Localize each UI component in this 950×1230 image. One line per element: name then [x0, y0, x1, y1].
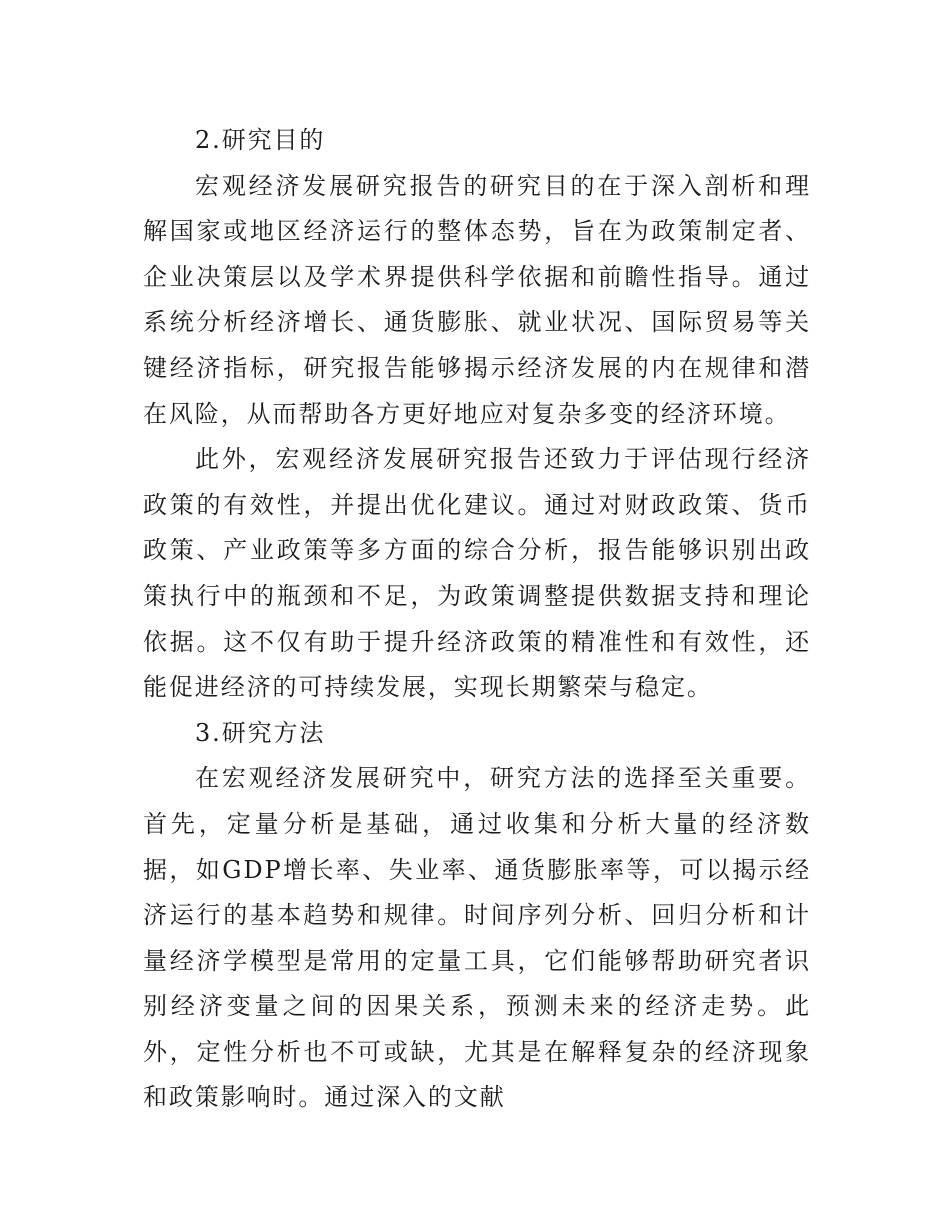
- section-research-methods: [143, 711, 811, 1121]
- body-paragraph: 在宏观经济发展研究中，研究方法的选择至关重要。首先，定量分析是基础，通过收集和分析大量的经济数据，如GDP增长率、失业率、通货膨胀率等，可以揭示经济运行的基本趋势和规律。时间序列分析、回归分析和计量经济学模型是常用的定量工具，它们能够帮助研究者识别经济变量之间的因果关系，预测未来的经济走势。此外，定性分析也不可或缺，尤其是在解释复杂的经济现象和政策影响时。通过深入的文献: [143, 764, 811, 1112]
- section-heading: 2.研究目的: [195, 126, 326, 154]
- body-paragraph: 宏观经济发展研究报告的研究目的在于深入剖析和理解国家或地区经济运行的整体态势，旨在为政策制定者、企业决策层以及学术界提供科学依据和前瞻性指导。通过系统分析经济增长、通货膨胀、就业状况、国际贸易等关键经济指标，研究报告能够揭示经济发展的内在规律和潜在风险，从而帮助各方更好地应对复杂多变的经济环境。: [143, 171, 811, 428]
- body-paragraph: 此外，宏观经济发展研究报告还致力于评估现行经济政策的有效性，并提出优化建议。通过对财政政策、货币政策、产业政策等多方面的综合分析，报告能够识别出政策执行中的瓶颈和不足，为政策调整提供数据支持和理论依据。这不仅有助于提升经济政策的精准性和有效性，还能促进经济的可持续发展，实现长期繁荣与稳定。: [143, 445, 811, 702]
- section-research-purpose: [143, 118, 811, 711]
- section-heading: 3.研究方法: [195, 718, 326, 747]
- document-body: [143, 118, 811, 1121]
